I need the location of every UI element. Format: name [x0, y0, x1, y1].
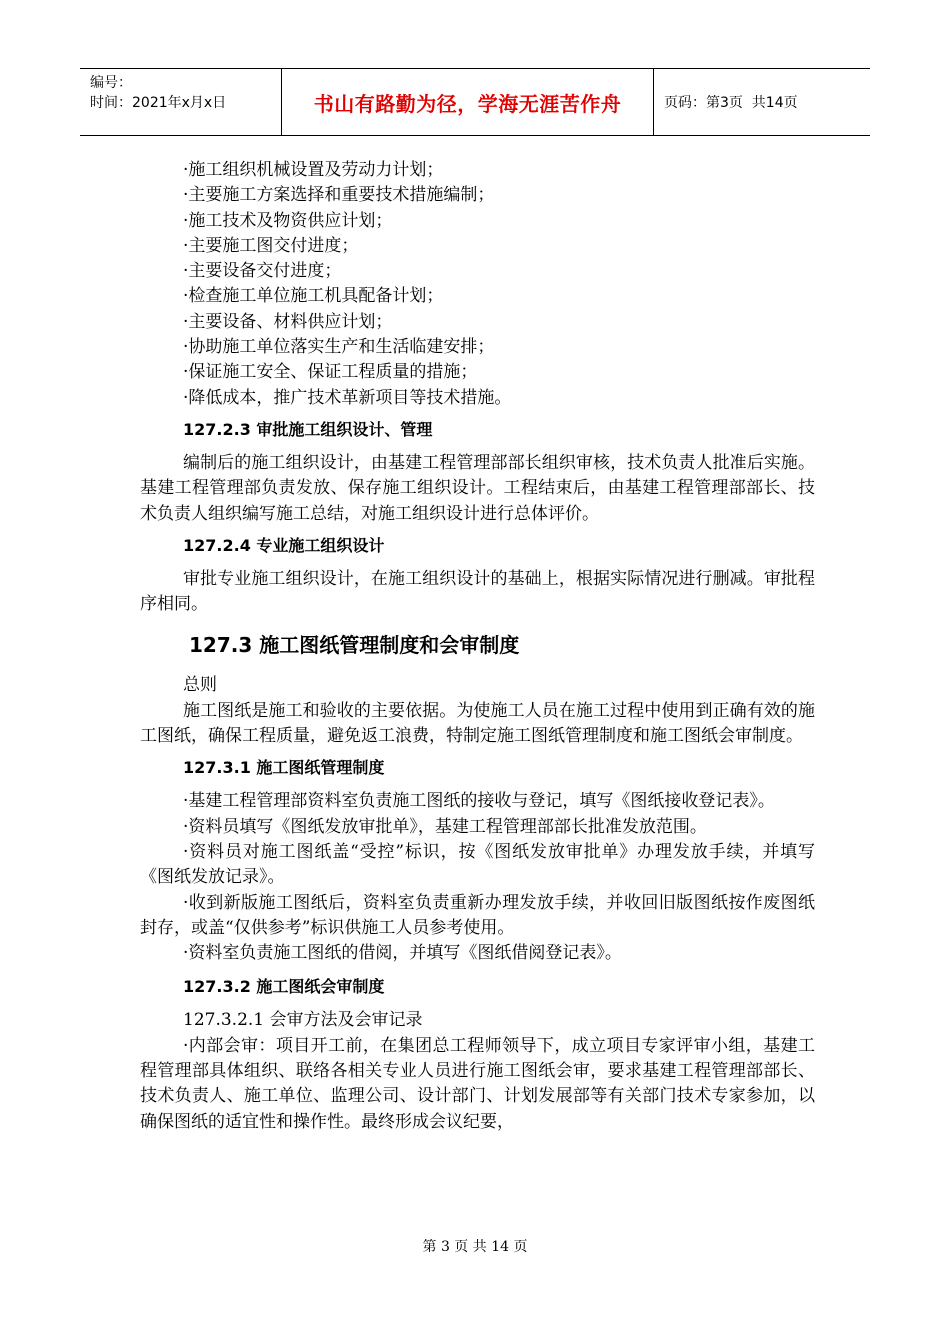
list-item: ·基建工程管理部资料室负责施工图纸的接收与登记，填写《图纸接收登记表》。 [183, 791, 775, 812]
list-item: ·资料员填写《图纸发放审批单》，基建工程管理部部长批准发放范围。 [183, 816, 707, 837]
document-body [140, 158, 815, 1135]
list-item: ·检查施工单位施工机具配备计划； [183, 286, 444, 307]
header-page-info: 页码：第3页 共14页 [664, 95, 798, 111]
list-item: ·施工技术及物资供应计划； [183, 210, 393, 231]
number-label: 编号： [90, 75, 132, 91]
list-item: ·资料员对施工图纸盖“受控”标识，按《图纸发放审批单》办理发放手续，并填写《图纸发放记录》。 [140, 841, 815, 888]
section-heading-127-3-2: 127.3.2 施工图纸会审制度 [183, 977, 385, 997]
section-heading-127-2-4: 127.2.4 专业施工组织设计 [183, 535, 385, 555]
bullet-list-top [140, 158, 815, 411]
list-item: ·保证施工安全、保证工程质量的措施； [183, 362, 478, 383]
list-item: ·主要设备、材料供应计划； [183, 311, 393, 332]
list-item: ·收到新版施工图纸后，资料室负责重新办理发放手续，并收回旧版图纸按作废图纸封存，或盖“仅供参考”标识供施工人员参考使用。 [140, 892, 815, 938]
list-item: ·主要施工图交付进度； [183, 235, 359, 256]
list-item: ·资料室负责施工图纸的借阅，并填写《图纸借阅登记表》。 [183, 943, 622, 964]
header-motto: 书山有路勤为径，学海无涯苦作舟 [282, 69, 654, 135]
section-heading-127-3-1: 127.3.1 施工图纸管理制度 [183, 758, 385, 778]
section-text-127-3-2: ·内部会审：项目开工前，在集团总工程师领导下，成立项目专家评审小组，基建工程管理部具体组织、联络各相关专业人员进行施工图纸会审，要求基建工程管理部部长、技术负责人、施工单位、监理公司、设计部门、计划发展部等有关部门技术专家参加，以确保图纸的适宜性和操作性。最终形成会议纪要， [140, 1035, 815, 1132]
time-label: 时间：2021年x月x日 [90, 95, 227, 111]
section-text-127-2-4: 审批专业施工组织设计，在施工组织设计的基础上，根据实际情况进行删减。审批程序相同。 [140, 568, 815, 615]
list-item: ·施工组织机械设置及劳动力计划； [183, 160, 444, 180]
section-text-127-2-3: 编制后的施工组织设计，由基建工程管理部部长组织审核，技术负责人批准后实施。基建工程管理部负责发放、保存施工组织设计。工程结束后，由基建工程管理部部长、技术负责人组织编写施工总结，对施工组织设计进行总体评价。 [140, 452, 815, 524]
list-item: ·主要施工方案选择和重要技术措施编制； [183, 185, 495, 206]
page-footer: 第 3 页 共 14 页 [422, 1239, 528, 1255]
header-meta [80, 69, 282, 135]
page-header [80, 68, 870, 136]
subsection-heading-127-3-2-1: 127.3.2.1 会审方法及会审记录 [183, 1010, 423, 1031]
list-item: ·主要设备交付进度； [183, 261, 342, 282]
general-label: 总则 [183, 675, 217, 696]
list-item: ·协助施工单位落实生产和生活临建安排； [183, 337, 495, 358]
section-heading-127-2-3: 127.2.3 审批施工组织设计、管理 [183, 419, 433, 439]
section-heading-127-3: 127.3 施工图纸管理制度和会审制度 [189, 633, 520, 658]
list-item: ·降低成本，推广技术革新项目等技术措施。 [183, 387, 512, 408]
general-text: 施工图纸是施工和验收的主要依据。为使施工人员在施工过程中使用到正确有效的施工图纸，确保工程质量，避免返工浪费，特制定施工图纸管理制度和施工图纸会审制度。 [140, 700, 815, 747]
